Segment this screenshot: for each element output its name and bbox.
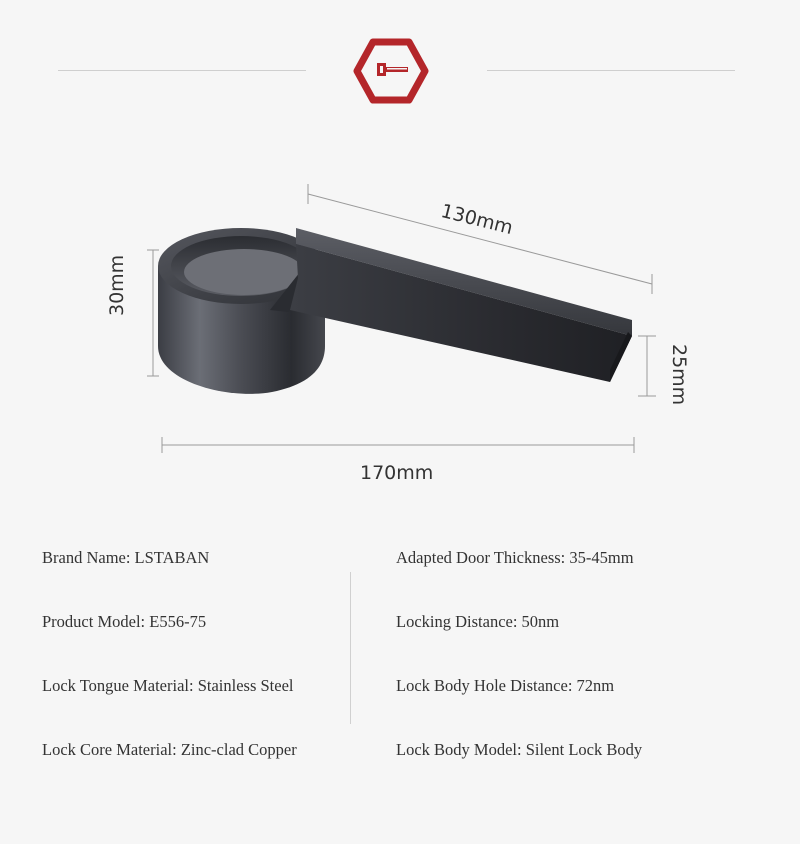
header-rule-right <box>487 70 735 71</box>
spec-divider <box>350 572 351 724</box>
spec-product-model: Product Model: E556-75 <box>42 612 207 631</box>
spec-lock-tongue-material: Lock Tongue Material: Stainless Steel <box>42 676 294 695</box>
spec-hole-distance: Lock Body Hole Distance: 72nm <box>396 676 615 695</box>
door-handle-product-image <box>0 160 800 480</box>
dimension-length-label: 130mm <box>438 200 516 240</box>
spec-brand-name: Brand Name: LSTABAN <box>42 548 210 567</box>
spec-door-thickness: Adapted Door Thickness: 35-45mm <box>396 548 634 567</box>
spec-lock-body-model: Lock Body Model: Silent Lock Body <box>396 740 643 759</box>
dimension-width-label: 25mm <box>668 344 690 406</box>
dimension-height-label: 30mm <box>106 254 128 316</box>
door-handle-hexagon-icon <box>353 38 429 104</box>
dimension-overall-label: 170mm <box>360 462 434 484</box>
header-rule-left <box>58 70 306 71</box>
spec-locking-distance: Locking Distance: 50nm <box>396 612 560 631</box>
spec-lock-core-material: Lock Core Material: Zinc-clad Copper <box>42 740 297 759</box>
